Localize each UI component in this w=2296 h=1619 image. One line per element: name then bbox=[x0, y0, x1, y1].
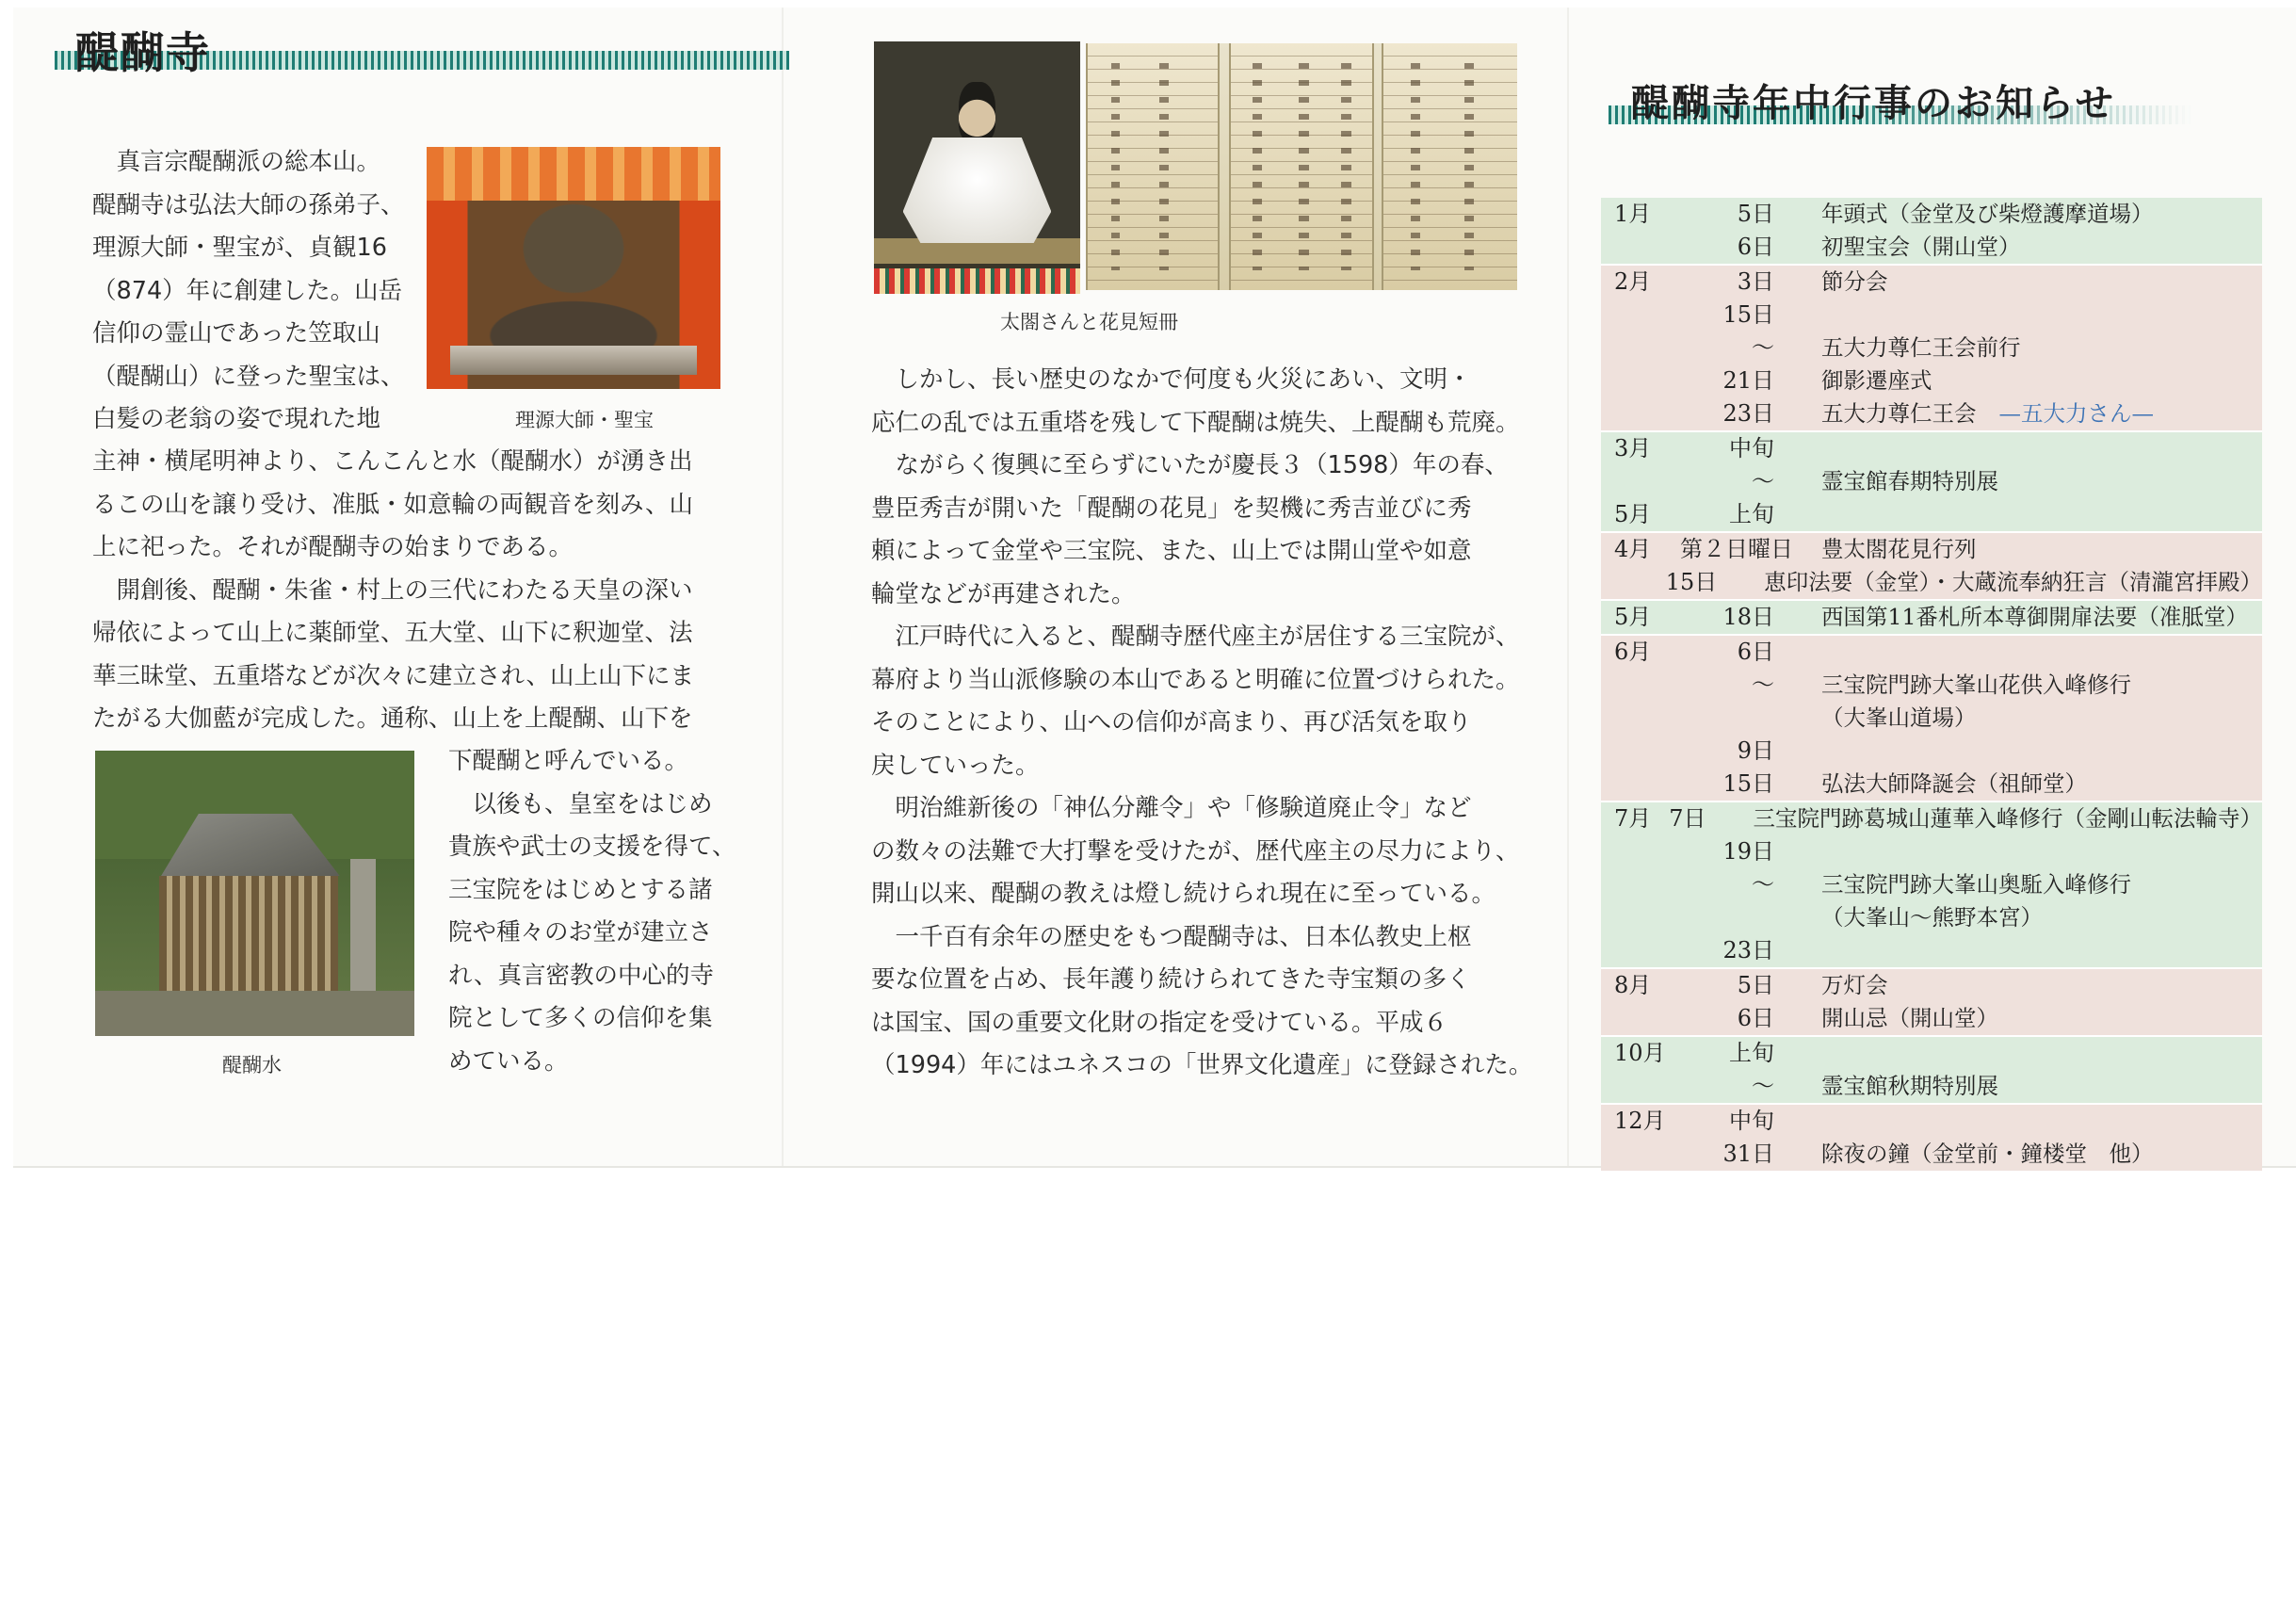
event-month bbox=[1601, 332, 1680, 364]
text-line: 主神・横尾明神より、こんこんと水（醍醐水）が湧き出 bbox=[92, 447, 693, 476]
left-title: 醍醐寺 bbox=[75, 27, 211, 78]
event-month: 7月 bbox=[1614, 805, 1652, 832]
event-row bbox=[1601, 231, 2262, 264]
event-name: 五大力尊仁王会前行 bbox=[1821, 334, 2021, 361]
event-month bbox=[1601, 868, 1680, 901]
event-day: 31日 bbox=[1722, 1141, 1774, 1167]
event-cell bbox=[1784, 969, 1888, 1002]
event-month: 6月 bbox=[1614, 639, 1652, 665]
event-day: 6日 bbox=[1737, 234, 1774, 260]
text-line: 真言宗醍醐派の総本山。 bbox=[116, 148, 381, 176]
event-month: 1月 bbox=[1614, 201, 1652, 227]
event-name: 除夜の鐘（金堂前・鐘楼堂 他） bbox=[1821, 1141, 2154, 1167]
text-line: は国宝、国の重要文化財の指定を受けている。平成６ bbox=[871, 1008, 1448, 1037]
text-line: （1994）年にはユネスコの「世界文化遺産」に登録された。 bbox=[871, 1051, 1533, 1079]
event-name: 西国第11番札所本尊御開扉法要（准胝堂） bbox=[1821, 604, 2248, 630]
fold-line-right bbox=[1567, 8, 1569, 1166]
event-name: 御影遷座式 bbox=[1821, 367, 1932, 394]
event-day: 中旬 bbox=[1729, 435, 1774, 461]
poem-strips-screen bbox=[1086, 43, 1517, 290]
event-month bbox=[1601, 901, 1680, 934]
event-name: 節分会 bbox=[1821, 268, 1888, 295]
event-cell bbox=[1726, 566, 2262, 599]
event-month bbox=[1601, 835, 1680, 868]
event-row bbox=[1601, 299, 2262, 332]
event-day: 19日 bbox=[1722, 838, 1774, 865]
text-line: 華三昧堂、五重塔などが次々に建立され、山上山下にま bbox=[92, 661, 695, 690]
poem-strip bbox=[1464, 63, 1474, 270]
event-day: 6日 bbox=[1737, 1005, 1774, 1031]
statue-base bbox=[450, 346, 697, 375]
event-row bbox=[1601, 264, 2262, 299]
text-line: 貴族や武士の支援を得て、 bbox=[448, 833, 736, 861]
event-row bbox=[1601, 835, 2262, 868]
poem-strip bbox=[1253, 63, 1263, 270]
event-day: 23日 bbox=[1722, 937, 1774, 963]
event-cell bbox=[1784, 299, 1821, 332]
text-line: 帰依によって山上に薬師堂、五大堂、山下に釈迦堂、法 bbox=[92, 619, 693, 647]
text-line: 以後も、皇室をはじめ bbox=[472, 789, 713, 818]
event-cell bbox=[1784, 465, 1998, 498]
text-line: 信仰の霊山であった笠取山 bbox=[92, 319, 380, 348]
event-cell bbox=[1784, 934, 1821, 967]
text-line: （874）年に創建した。山岳 bbox=[92, 276, 403, 305]
statue-canopy bbox=[427, 147, 720, 201]
event-cell bbox=[1784, 702, 1977, 735]
event-cell bbox=[1784, 901, 2043, 934]
event-name: 年頭式（金堂及び柴燈護摩道場） bbox=[1821, 201, 2154, 227]
event-month bbox=[1601, 702, 1680, 735]
event-month: 4月 bbox=[1614, 536, 1652, 562]
event-month bbox=[1601, 768, 1680, 801]
event-day: 3日 bbox=[1737, 268, 1774, 295]
event-cell bbox=[1784, 601, 2248, 634]
text-line: 上に祀った。それが醍醐寺の始まりである。 bbox=[92, 533, 574, 561]
event-month: 5月 bbox=[1614, 604, 1652, 630]
event-name: 万灯会 bbox=[1821, 972, 1888, 998]
poem-strip bbox=[1299, 63, 1309, 270]
fold-line-left bbox=[782, 8, 784, 1166]
event-cell bbox=[1784, 1002, 1998, 1035]
event-cell bbox=[1784, 1037, 1821, 1070]
event-name: 三宝院門跡大峯山奥駈入峰修行 bbox=[1821, 871, 2131, 898]
event-month: 8月 bbox=[1614, 972, 1652, 998]
event-day: 中旬 bbox=[1729, 1108, 1774, 1134]
event-row bbox=[1601, 1103, 2262, 1138]
event-row bbox=[1601, 198, 2262, 231]
event-row bbox=[1601, 566, 2262, 599]
event-cell bbox=[1784, 432, 1821, 465]
text-line: 三宝院をはじめとする諸 bbox=[448, 875, 713, 904]
event-cell bbox=[1716, 802, 2263, 835]
middle-text bbox=[871, 359, 1549, 1088]
event-row bbox=[1601, 934, 2262, 967]
statue-photo bbox=[427, 147, 720, 389]
event-day: 9日 bbox=[1737, 737, 1774, 764]
event-cell bbox=[1784, 533, 1977, 566]
poem-strip bbox=[1111, 63, 1121, 270]
text-line: 開山以来、醍醐の教えは燈し続けられ現在に至っている。 bbox=[871, 880, 1496, 908]
portrait-robe bbox=[903, 138, 1052, 244]
event-row bbox=[1601, 735, 2262, 768]
event-row bbox=[1601, 868, 2262, 901]
poem-strip bbox=[1159, 63, 1169, 270]
event-row bbox=[1601, 669, 2262, 702]
event-row bbox=[1601, 430, 2262, 465]
text-line: たがる大伽藍が完成した。通称、山上を上醍醐、山下を bbox=[92, 704, 693, 733]
event-name: （大峯山道場） bbox=[1821, 704, 1977, 731]
shrine-stone-pillar bbox=[350, 859, 376, 1008]
event-day: 15日 bbox=[1722, 770, 1774, 797]
event-month bbox=[1601, 465, 1680, 498]
event-month bbox=[1601, 669, 1680, 702]
shrine-ground bbox=[95, 991, 414, 1036]
event-nickname: —五大力さん— bbox=[1998, 400, 2154, 427]
event-name: 三宝院門跡葛城山蓮華入峰修行（金剛山転法輪寺） bbox=[1753, 805, 2262, 832]
text-line: の数々の法難で大打撃を受けたが、歴代座主の尽力により、 bbox=[871, 836, 1520, 866]
shrine-caption: 醍醐水 bbox=[222, 1054, 282, 1077]
shrine-hall bbox=[159, 876, 338, 990]
event-cell bbox=[1784, 1105, 1821, 1138]
text-line: 理源大師・聖宝が、貞観16 bbox=[92, 234, 387, 262]
text-line: 頼によって金堂や三宝院、また、山上では開山堂や如意 bbox=[871, 537, 1472, 565]
text-line: 醍醐寺は弘法大師の孫弟子、 bbox=[92, 190, 405, 219]
text-line: しかし、長い歴史のなかで何度も火災にあい、文明・ bbox=[895, 365, 1472, 394]
event-day: 第２日曜日 bbox=[1680, 536, 1793, 562]
text-line: 明治維新後の「神仏分離令」や「修験道廃止令」など bbox=[895, 794, 1472, 822]
text-line: 院や種々のお堂が建立さ bbox=[448, 918, 713, 947]
event-cell bbox=[1784, 498, 1821, 531]
event-cell bbox=[1784, 266, 1888, 299]
event-day: 18日 bbox=[1722, 604, 1774, 630]
event-name: 開山忌（開山堂） bbox=[1821, 1005, 1998, 1031]
poem-strip bbox=[1341, 63, 1351, 270]
text-line: 要な位置を占め、長年護り続けられてきた寺宝類の多く bbox=[871, 965, 1471, 994]
statue-caption: 理源大師・聖宝 bbox=[515, 409, 654, 431]
event-month: 5月 bbox=[1614, 501, 1652, 527]
event-day: 7日 bbox=[1669, 805, 1706, 832]
event-row bbox=[1601, 465, 2262, 498]
event-name: 初聖宝会（開山堂） bbox=[1821, 234, 2021, 260]
event-day: 〜 bbox=[1752, 334, 1774, 361]
poem-strip bbox=[1411, 63, 1420, 270]
left-text-top bbox=[92, 141, 422, 442]
event-row bbox=[1601, 1138, 2262, 1171]
text-line: そのことにより、山への信仰が高まり、再び活気を取り bbox=[871, 708, 1472, 737]
event-row bbox=[1601, 702, 2262, 735]
event-day: 15日 bbox=[1722, 301, 1774, 328]
event-month bbox=[1601, 299, 1680, 332]
text-line: 江戸時代に入ると、醍醐寺歴代座主が居住する三宝院が、 bbox=[895, 623, 1520, 651]
event-day: 〜 bbox=[1752, 871, 1774, 898]
event-month bbox=[1601, 1138, 1680, 1171]
event-row bbox=[1601, 397, 2262, 430]
right-title: 醍醐寺年中行事のお知らせ bbox=[1631, 81, 2116, 125]
event-name: （大峯山〜熊野本宮） bbox=[1821, 904, 2043, 931]
screen-panel bbox=[1086, 43, 1220, 290]
text-line: （醍醐山）に登った聖宝は、 bbox=[92, 362, 405, 391]
text-line: れ、真言密教の中心的寺 bbox=[448, 961, 715, 990]
text-line: 開創後、醍醐・朱雀・村上の三代にわたる天皇の深い bbox=[116, 575, 693, 605]
event-cell bbox=[1784, 735, 1821, 768]
portrait-head bbox=[959, 82, 995, 142]
event-name: 恵印法要（金堂）・大蔵流奉納狂言（清瀧宮拝殿） bbox=[1764, 569, 2262, 595]
event-name: 霊宝館秋期特別展 bbox=[1821, 1073, 1998, 1099]
text-line: 下醍醐と呼んでいる。 bbox=[448, 747, 689, 775]
event-row bbox=[1601, 967, 2262, 1002]
text-line: るこの山を譲り受け、准胝・如意輪の両観音を刻み、山 bbox=[92, 490, 694, 519]
event-day: 〜 bbox=[1752, 1073, 1774, 1099]
event-month bbox=[1601, 1070, 1680, 1103]
annual-events-table bbox=[1601, 198, 2262, 1171]
screen-panel bbox=[1229, 43, 1374, 290]
event-name: 弘法大師降誕会（祖師堂） bbox=[1821, 770, 2087, 797]
event-name: 霊宝館春期特別展 bbox=[1821, 468, 1998, 494]
text-line: 白髪の老翁の姿で現れた地 bbox=[92, 405, 381, 433]
event-month bbox=[1601, 735, 1680, 768]
event-cell bbox=[1784, 768, 2087, 801]
event-month bbox=[1601, 934, 1680, 967]
event-day: 21日 bbox=[1722, 367, 1774, 394]
event-cell bbox=[1784, 868, 2131, 901]
event-day: 上旬 bbox=[1729, 501, 1774, 527]
event-day: 6日 bbox=[1737, 639, 1774, 665]
event-cell bbox=[1784, 1070, 1998, 1103]
screen-panel bbox=[1382, 43, 1517, 290]
event-cell bbox=[1784, 364, 1932, 397]
event-month: 12月 bbox=[1614, 1108, 1666, 1134]
event-month bbox=[1601, 1002, 1680, 1035]
event-day: 5日 bbox=[1737, 972, 1774, 998]
event-name: 五大力尊仁王会 bbox=[1821, 400, 1977, 427]
text-line: 戻していった。 bbox=[871, 751, 1040, 780]
event-day bbox=[1680, 901, 1784, 934]
event-month bbox=[1601, 397, 1680, 430]
event-month: 10月 bbox=[1614, 1040, 1666, 1066]
event-row bbox=[1601, 1035, 2262, 1070]
left-text-bottom bbox=[448, 740, 768, 1083]
left-text-full bbox=[92, 441, 770, 741]
portrait-mat bbox=[874, 268, 1080, 294]
event-row bbox=[1601, 599, 2262, 634]
event-day: 〜 bbox=[1752, 672, 1774, 698]
event-day: 15日 bbox=[1665, 569, 1718, 595]
event-row bbox=[1601, 332, 2262, 364]
event-name: 三宝院門跡大峯山花供入峰修行 bbox=[1821, 672, 2131, 698]
event-day: 〜 bbox=[1752, 468, 1774, 494]
event-month: 3月 bbox=[1614, 435, 1652, 461]
hideyoshi-portrait bbox=[874, 41, 1080, 294]
event-cell bbox=[1784, 231, 2021, 264]
event-row bbox=[1601, 901, 2262, 934]
event-month bbox=[1601, 231, 1680, 264]
event-cell bbox=[1784, 1138, 2154, 1171]
event-row bbox=[1601, 801, 2262, 835]
event-month: 2月 bbox=[1614, 268, 1652, 295]
text-line: 豊臣秀吉が開いた「醍醐の花見」を契機に秀吉並びに秀 bbox=[871, 494, 1472, 523]
text-line: 院として多くの信仰を集 bbox=[448, 1004, 713, 1032]
event-day: 5日 bbox=[1737, 201, 1774, 227]
event-row bbox=[1601, 1002, 2262, 1035]
event-cell bbox=[1784, 636, 1821, 669]
text-line: 応仁の乱では五重塔を残して下醍醐は焼失、上醍醐も荒廃。 bbox=[871, 408, 1520, 437]
text-line: 一千百有余年の歴史をもつ醍醐寺は、日本仏教史上枢 bbox=[895, 922, 1472, 951]
event-row bbox=[1601, 1070, 2262, 1103]
event-cell bbox=[1784, 397, 2154, 430]
event-cell bbox=[1784, 669, 2131, 702]
event-day bbox=[1680, 702, 1784, 735]
event-cell bbox=[1784, 835, 1821, 868]
event-row bbox=[1601, 768, 2262, 801]
event-row bbox=[1601, 498, 2262, 531]
text-line: 輪堂などが再建された。 bbox=[871, 579, 1136, 608]
middle-caption: 太閤さんと花見短冊 bbox=[1000, 311, 1178, 333]
event-day: 上旬 bbox=[1729, 1040, 1774, 1066]
text-line: めている。 bbox=[448, 1046, 569, 1076]
text-line: 幕府より当山派修験の本山であると明確に位置づけられた。 bbox=[871, 665, 1520, 694]
event-name: 豊太閤花見行列 bbox=[1821, 536, 1977, 562]
event-day: 23日 bbox=[1722, 400, 1774, 427]
event-row bbox=[1601, 364, 2262, 397]
event-row bbox=[1601, 531, 2262, 566]
event-cell bbox=[1784, 332, 2021, 364]
event-month bbox=[1601, 566, 1657, 599]
shrine-roof bbox=[139, 814, 350, 877]
event-month bbox=[1601, 364, 1680, 397]
text-line: ながらく復興に至らずにいたが慶長３（1598）年の春、 bbox=[895, 451, 1509, 479]
event-row bbox=[1601, 634, 2262, 669]
shrine-photo bbox=[95, 751, 414, 1036]
event-cell bbox=[1784, 198, 2154, 231]
